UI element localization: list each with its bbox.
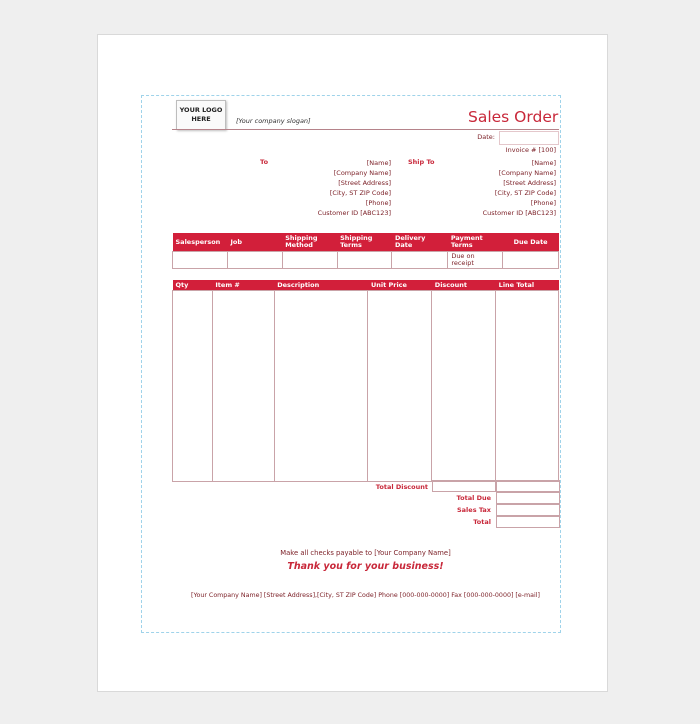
header-salesperson: Salesperson: [173, 233, 228, 252]
total-discount-field[interactable]: [432, 480, 496, 492]
line-items-table: [172, 280, 559, 482]
description-column[interactable]: [274, 291, 368, 482]
cell-delivery-date[interactable]: [392, 252, 448, 269]
header-qty: Qty: [173, 280, 213, 291]
to-customer-id: Customer ID [ABC123]: [317, 209, 391, 218]
header-job: Job: [227, 233, 282, 252]
line-items-header-row: [173, 280, 559, 291]
total-field[interactable]: [496, 516, 560, 528]
header-item-number: Item #: [212, 280, 274, 291]
ship-to-address: [455, 158, 556, 219]
ship-to-city: [City, ST ZIP Code]: [494, 189, 556, 198]
ship-to-company: [Company Name]: [498, 169, 556, 178]
header-shipping-method: Shipping Method: [282, 233, 337, 252]
cell-shipping-method[interactable]: [282, 252, 337, 269]
to-phone: [Phone]: [365, 199, 391, 208]
order-info-header-row: [173, 233, 559, 252]
sales-tax-field[interactable]: [496, 504, 560, 516]
total-due-field[interactable]: [496, 492, 560, 504]
discount-column[interactable]: [432, 291, 496, 482]
document-title: Sales Order: [468, 108, 559, 126]
qty-column[interactable]: [173, 291, 213, 482]
total-discount-label: Total Discount: [375, 483, 428, 491]
cell-shipping-terms[interactable]: [337, 252, 392, 269]
to-company: [Company Name]: [333, 169, 391, 178]
to-street: [Street Address]: [338, 179, 391, 188]
header-discount: Discount: [432, 280, 496, 291]
logo-line-1: YOUR LOGO: [179, 106, 223, 114]
company-contact-footer: [Your Company Name] [Street Address],[City, ST ZIP Code] Phone [000-000-0000] Fax [000-000-0000] [e-mail]: [191, 592, 540, 599]
company-logo-placeholder: [176, 100, 226, 130]
header-unit-price: Unit Price: [368, 280, 432, 291]
to-label: To: [260, 158, 269, 166]
ship-to-phone: [Phone]: [530, 199, 556, 208]
ship-to-street: [Street Address]: [503, 179, 556, 188]
header-due-date: Due Date: [503, 233, 559, 252]
unit-price-column[interactable]: [368, 291, 432, 482]
order-info-row: [173, 252, 559, 269]
header-delivery-date: Delivery Date: [392, 233, 448, 252]
cell-job[interactable]: [227, 252, 282, 269]
order-info-table: [172, 233, 559, 269]
company-slogan: [Your company slogan]: [236, 117, 311, 125]
cell-payment-terms[interactable]: Due on receipt: [448, 252, 503, 269]
ship-to-name: [Name]: [531, 159, 556, 167]
header-divider: [172, 129, 559, 130]
total-discount-total-field[interactable]: [496, 480, 560, 492]
logo-line-2: HERE: [191, 115, 211, 123]
cell-salesperson[interactable]: [173, 252, 228, 269]
invoice-number: Invoice # [100]: [505, 146, 556, 154]
header-line-total: Line Total: [496, 280, 559, 291]
header-payment-terms: Payment Terms: [448, 233, 503, 252]
sales-tax-label: Sales Tax: [456, 506, 491, 514]
header-shipping-terms: Shipping Terms: [337, 233, 392, 252]
header-description: Description: [274, 280, 368, 291]
item-number-column[interactable]: [212, 291, 274, 482]
to-city: [City, ST ZIP Code]: [329, 189, 391, 198]
ship-to-label: Ship To: [408, 158, 435, 166]
cell-due-date[interactable]: [503, 252, 559, 269]
line-items-body: [173, 291, 559, 482]
date-label: Date:: [477, 133, 495, 141]
line-total-column[interactable]: [496, 291, 559, 482]
date-field[interactable]: [499, 131, 559, 145]
thank-you-message: Thank you for your business!: [287, 561, 444, 572]
bill-to-address: [290, 158, 391, 219]
ship-to-customer-id: Customer ID [ABC123]: [482, 209, 556, 218]
total-due-label: Total Due: [456, 494, 491, 502]
total-label: Total: [473, 518, 491, 526]
payment-instructions: Make all checks payable to [Your Company Name]: [280, 549, 451, 557]
to-name: [Name]: [366, 159, 391, 167]
